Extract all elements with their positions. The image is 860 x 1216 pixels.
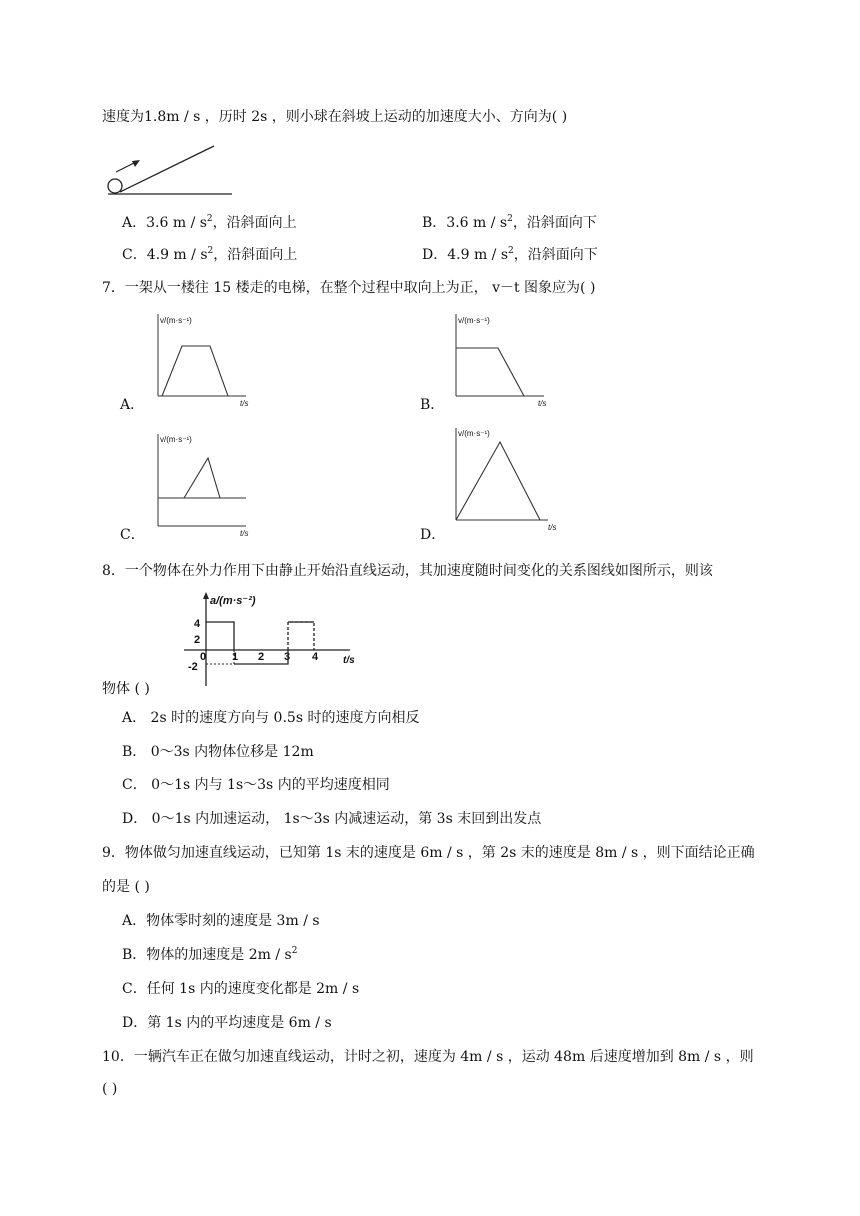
q8-xtick-1: 1 [232,651,239,663]
q8-option-d[interactable]: D． 0～1s 内加速运动， 1s～3s 内减速运动，第 3s 末回到出发点 [122,811,542,827]
q9-option-b[interactable]: B．物体的加速度是 $2m / s^2$ [122,946,298,963]
q7-option-d-label[interactable]: D． [420,527,446,543]
q8-option-b[interactable]: B． 0～3s 内物体位移是 12m [122,744,314,760]
q7-graph-b [448,308,558,408]
graph-d-ylabel: v/(m·s⁻¹) [458,429,490,438]
graph-d-line [456,442,540,520]
graph-b-xlabel: t/s [538,399,547,408]
incline-line [120,146,214,192]
graph-c-xlabel: t/s [240,529,249,538]
q10-stem: 10．一辆汽车正在做匀加速直线运动，计时之初，速度为 4m / s ，运动 48m 后速度增加到 8m / s ，则 [102,1049,754,1065]
graph-c-ylabel: v/(m·s⁻¹) [160,435,192,444]
q9-stem: 9．物体做匀加速直线运动，已知第 1s 末的速度是 6m / s ，第 2s 末的速度是 8m / s ，则下面结论正确 [102,845,755,861]
graph-a-ylabel: v/(m·s⁻¹) [160,316,192,325]
q7-option-b-label[interactable]: B． [420,397,445,413]
ball-icon [108,179,122,193]
graph-a-line [162,346,228,396]
q8-option-a[interactable]: A． 2s 时的速度方向与 0.5s 时的速度方向相反 [122,710,420,726]
graph-d-xlabel: t/s [548,523,557,532]
q9-option-a[interactable]: A．物体零时刻的速度是 3m / s [122,913,320,929]
q8-ytick-neg2: -2 [188,661,198,673]
q9-option-c[interactable]: C．任何 1s 内的速度变化都是 2m / s [122,981,360,997]
q7-option-a-label[interactable]: A． [120,397,145,413]
q6-option-d[interactable]: D．4.9 m / $s^2$，沿斜面向下 [422,246,598,263]
q10-stem-cont: ( ) [102,1081,118,1097]
q6-stem-line: 速度为1.8m / s ，历时 2s ，则小球在斜坡上运动的加速度大小、方向为( ) [102,109,568,125]
graph-c-line [184,458,220,498]
q8-segment-3-4 [288,622,314,650]
q9-option-d[interactable]: D．第 1s 内的平均速度是 6m / s [122,1015,332,1031]
q8-segment-0-1 [206,622,234,650]
y-arrow-icon [203,592,209,599]
q8-ylabel: a/(m·s⁻²) [210,595,256,607]
q8-acceleration-graph [180,590,370,690]
q7-graph-d [448,424,563,539]
graph-b-line [456,348,524,396]
q7-graph-a [150,308,260,408]
q9-stem-cont: 的是 ( ) [102,879,150,895]
q6-incline-diagram [100,140,240,200]
q8-xtick-0: 0 [200,651,207,663]
q8-xlabel: t/s [343,655,355,666]
graph-a-xlabel: t/s [240,399,249,408]
q8-option-c[interactable]: C． 0～1s 内与 1s～3s 内的平均速度相同 [122,777,390,793]
q6-option-b[interactable]: B．3.6 m / $s^2$，沿斜面向下 [422,214,597,231]
q7-graph-c [150,428,260,538]
q8-xtick-3: 3 [284,651,291,663]
q8-ytick-4: 4 [194,618,201,630]
graph-b-ylabel: v/(m·s⁻¹) [458,316,490,325]
q7-option-c-label[interactable]: C． [120,527,145,543]
q8-xtick-2: 2 [258,651,265,663]
q8-stem-cont: 物体 ( ) [102,681,150,697]
q8-xtick-4: 4 [312,651,319,663]
q6-option-a[interactable]: A．3.6 m / $s^2$，沿斜面向上 [122,214,297,231]
q8-ytick-2: 2 [194,634,201,646]
q8-stem: 8．一个物体在外力作用下由静止开始沿直线运动，其加速度随时间变化的关系图线如图所示，则该 [102,563,713,579]
q7-stem: 7．一架从一楼往 15 楼走的电梯，在整个过程中取向上为正， v－t 图象应为( ) [102,280,596,296]
q6-option-c[interactable]: C．4.9 m / $s^2$，沿斜面向上 [122,246,298,263]
